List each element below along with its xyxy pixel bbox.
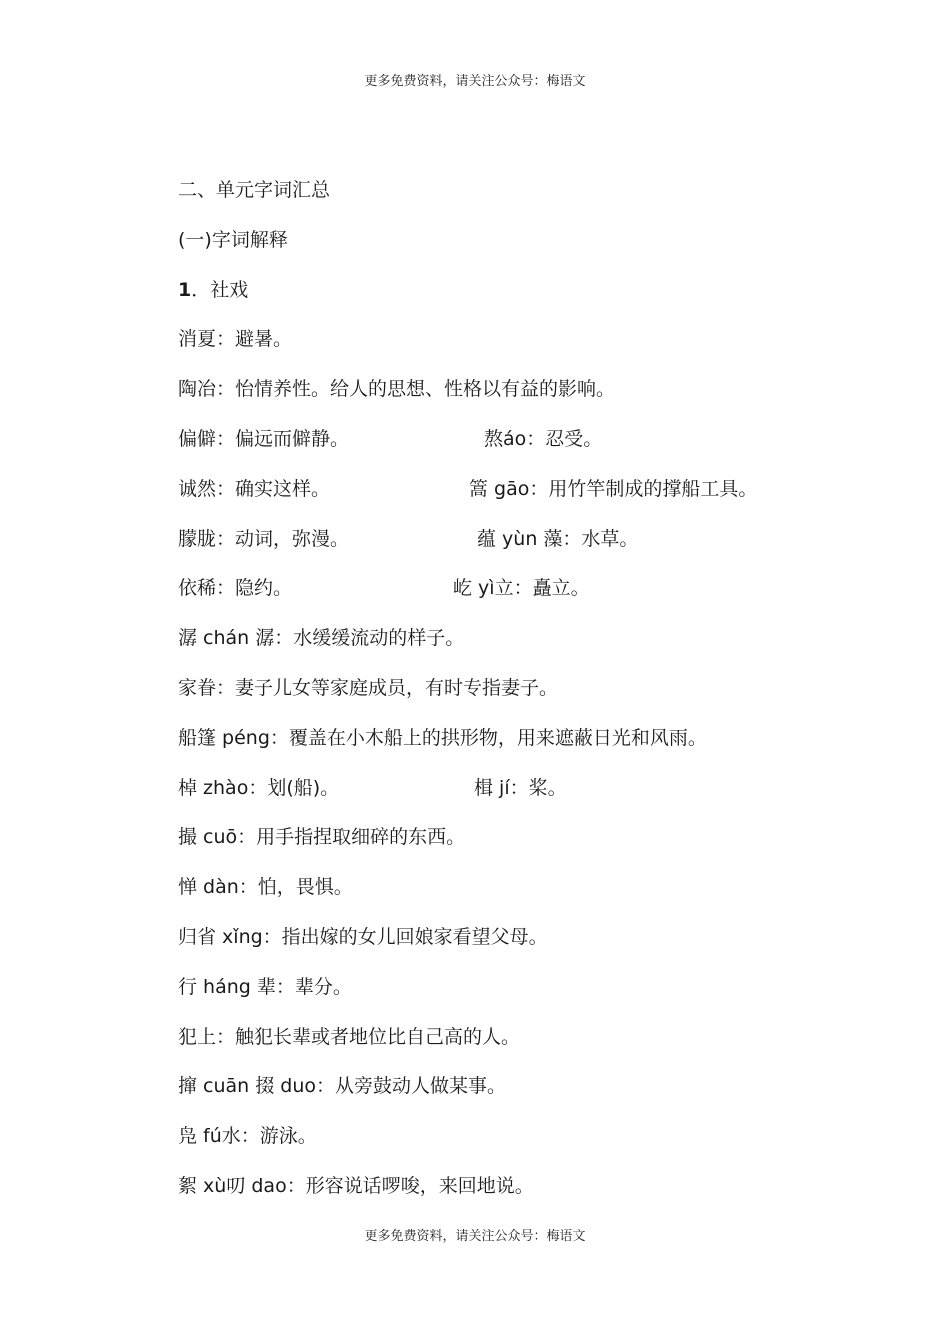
entry-line <box>178 574 878 624</box>
entry-term-right: 熬áo：忍受。 <box>484 427 603 450</box>
entry-term: 惮 dàn：怕，畏惧。 <box>178 876 353 899</box>
entry-line <box>178 1072 878 1122</box>
entry-term: 棹 zhào：划(船)。 <box>178 776 340 799</box>
entry-term: 犯上：触犯长辈或者地位比自己高的人。 <box>178 1025 521 1048</box>
lesson-title: ．社戏 <box>191 278 249 301</box>
entry-line <box>178 475 878 525</box>
entry-term: 家眷：妻子儿女等家庭成员，有时专指妻子。 <box>178 676 559 699</box>
entry-term: 朦胧：动词，弥漫。 <box>178 527 350 550</box>
entry-line <box>178 973 878 1023</box>
document-body <box>178 176 878 1222</box>
entry-term: 凫 fú水：游泳。 <box>178 1125 317 1148</box>
entry-line <box>178 923 878 973</box>
entry-line <box>178 873 878 923</box>
entry-line <box>178 823 878 873</box>
entry-term-right: 蕴 yùn 藻：水草。 <box>477 527 639 550</box>
entry-line <box>178 1172 878 1222</box>
entry-term: 絮 xù叨 dao：形容说话啰唆，来回地说。 <box>178 1174 534 1197</box>
entry-term-right: 楫 jí：桨。 <box>474 776 567 799</box>
entry-term: 行 háng 辈：辈分。 <box>178 975 352 998</box>
entry-term: 依稀：隐约。 <box>178 577 293 600</box>
entry-line <box>178 724 878 774</box>
entry-term: 潺 chán 潺：水缓缓流动的样子。 <box>178 627 465 650</box>
lesson-heading <box>178 276 878 326</box>
entry-term: 陶冶：怡情养性。给人的思想、性格以有益的影响。 <box>178 378 616 401</box>
entry-term: 消夏：避暑。 <box>178 328 293 351</box>
entry-line <box>178 525 878 575</box>
entry-line <box>178 774 878 824</box>
section-title: 二、单元字词汇总 <box>178 179 331 201</box>
entry-line <box>178 674 878 724</box>
entry-term: 偏僻：偏远而僻静。 <box>178 427 350 450</box>
page-footer: 更多免费资料，请关注公众号：梅语文 <box>364 1229 586 1244</box>
entry-term-right: 篙 gāo：用竹竿制成的撑船工具。 <box>469 477 758 500</box>
entry-term: 船篷 péng：覆盖在小木船上的拱形物，用来遮蔽日光和风雨。 <box>178 726 707 749</box>
entry-term: 归省 xǐng：指出嫁的女儿回娘家看望父母。 <box>178 925 548 948</box>
entry-line <box>178 1122 878 1172</box>
entry-term: 撺 cuān 掇 duo：从旁鼓动人做某事。 <box>178 1075 507 1098</box>
entry-line <box>178 1023 878 1073</box>
subsection-title: (一)字词解释 <box>178 228 288 251</box>
lesson-number: 1 <box>178 278 192 301</box>
page-header: 更多免费资料，请关注公众号：梅语文 <box>364 74 586 89</box>
entry-term: 诚然：确实这样。 <box>178 477 331 500</box>
entry-line <box>178 375 878 425</box>
entry-term: 撮 cuō：用手指捏取细碎的东西。 <box>178 826 466 849</box>
entry-line <box>178 325 878 375</box>
entry-term-right: 屹 yì立：矗立。 <box>453 577 590 600</box>
entry-line <box>178 425 878 475</box>
entry-line <box>178 624 878 674</box>
